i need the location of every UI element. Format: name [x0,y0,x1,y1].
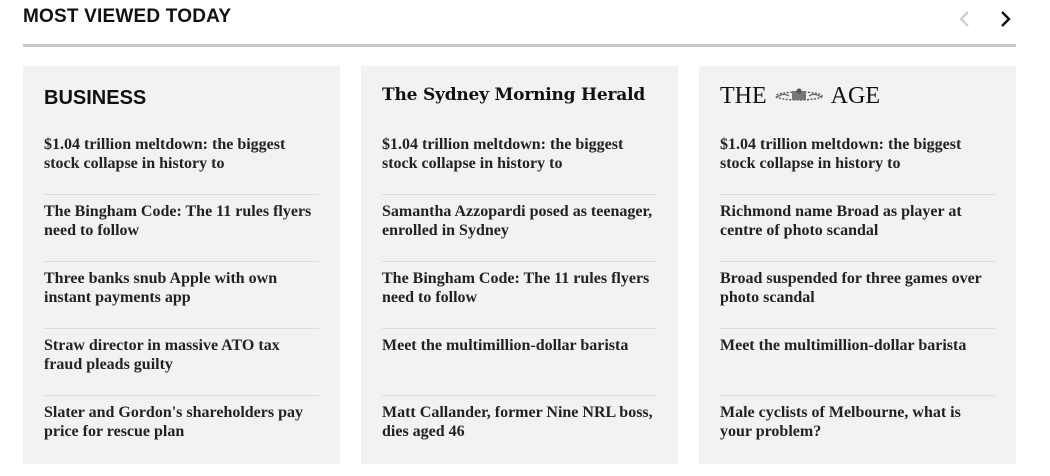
story-link[interactable]: The Bingham Code: The 11 rules flyers need to follow [44,203,312,239]
story-link[interactable]: Samantha Azzopardi posed as teenager, enrolled in Sydney [382,203,653,239]
masthead [720,66,995,128]
list-item [720,396,995,463]
most-viewed-header [23,0,1016,47]
coat-of-arms-icon [773,83,825,110]
story-link[interactable]: Meet the multimillion-dollar barista [720,337,967,354]
list-item [382,195,657,262]
story-list [720,128,995,463]
list-item [44,396,319,463]
masthead-age-the: THE [720,83,767,109]
masthead-age-logo[interactable] [720,83,880,110]
story-link[interactable]: Meet the multimillion-dollar barista [382,337,629,354]
list-item [720,195,995,262]
list-item [382,128,657,195]
list-item [44,262,319,329]
story-link[interactable]: Male cyclists of Melbourne, what is your problem? [720,404,961,440]
list-item [44,195,319,262]
panel-the-age [699,66,1016,464]
list-item [44,128,319,195]
list-item [720,128,995,195]
list-item [720,262,995,329]
story-link[interactable]: Broad suspended for three games over photo scandal [720,270,982,306]
masthead-age-age: AGE [830,83,880,109]
section-title: MOST VIEWED TODAY [23,6,232,27]
story-link[interactable]: $1.04 trillion meltdown: the biggest stock collapse in history to [382,136,624,172]
story-list [44,128,319,463]
carousel-next-button[interactable] [993,4,1019,34]
list-item [382,262,657,329]
story-link[interactable]: Matt Callander, former Nine NRL boss, dies aged 46 [382,404,653,440]
story-link[interactable]: Richmond name Broad as player at centre of photo scandal [720,203,962,239]
list-item [720,329,995,396]
masthead [382,66,657,128]
list-item [382,329,657,396]
panel-smh [361,66,678,464]
story-link[interactable]: Three banks snub Apple with own instant payments app [44,270,278,306]
story-list [382,128,657,463]
story-link[interactable]: Straw director in massive ATO tax fraud pleads guilty [44,337,280,373]
list-item [382,396,657,463]
story-link[interactable]: $1.04 trillion meltdown: the biggest stock collapse in history to [44,136,286,172]
story-link[interactable]: The Bingham Code: The 11 rules flyers need to follow [382,270,650,306]
list-item [44,329,319,396]
chevron-left-icon [958,9,970,29]
chevron-right-icon [1000,9,1012,29]
carousel-prev-button[interactable] [951,4,977,34]
masthead-business[interactable]: BUSINESS [44,87,147,109]
panel-business [23,66,340,464]
story-link[interactable]: $1.04 trillion meltdown: the biggest stock collapse in history to [720,136,962,172]
masthead-smh-logo[interactable]: The Sydney Morning Herald [382,85,646,105]
masthead [44,66,319,128]
story-link[interactable]: Slater and Gordon's shareholders pay price for rescue plan [44,404,304,440]
